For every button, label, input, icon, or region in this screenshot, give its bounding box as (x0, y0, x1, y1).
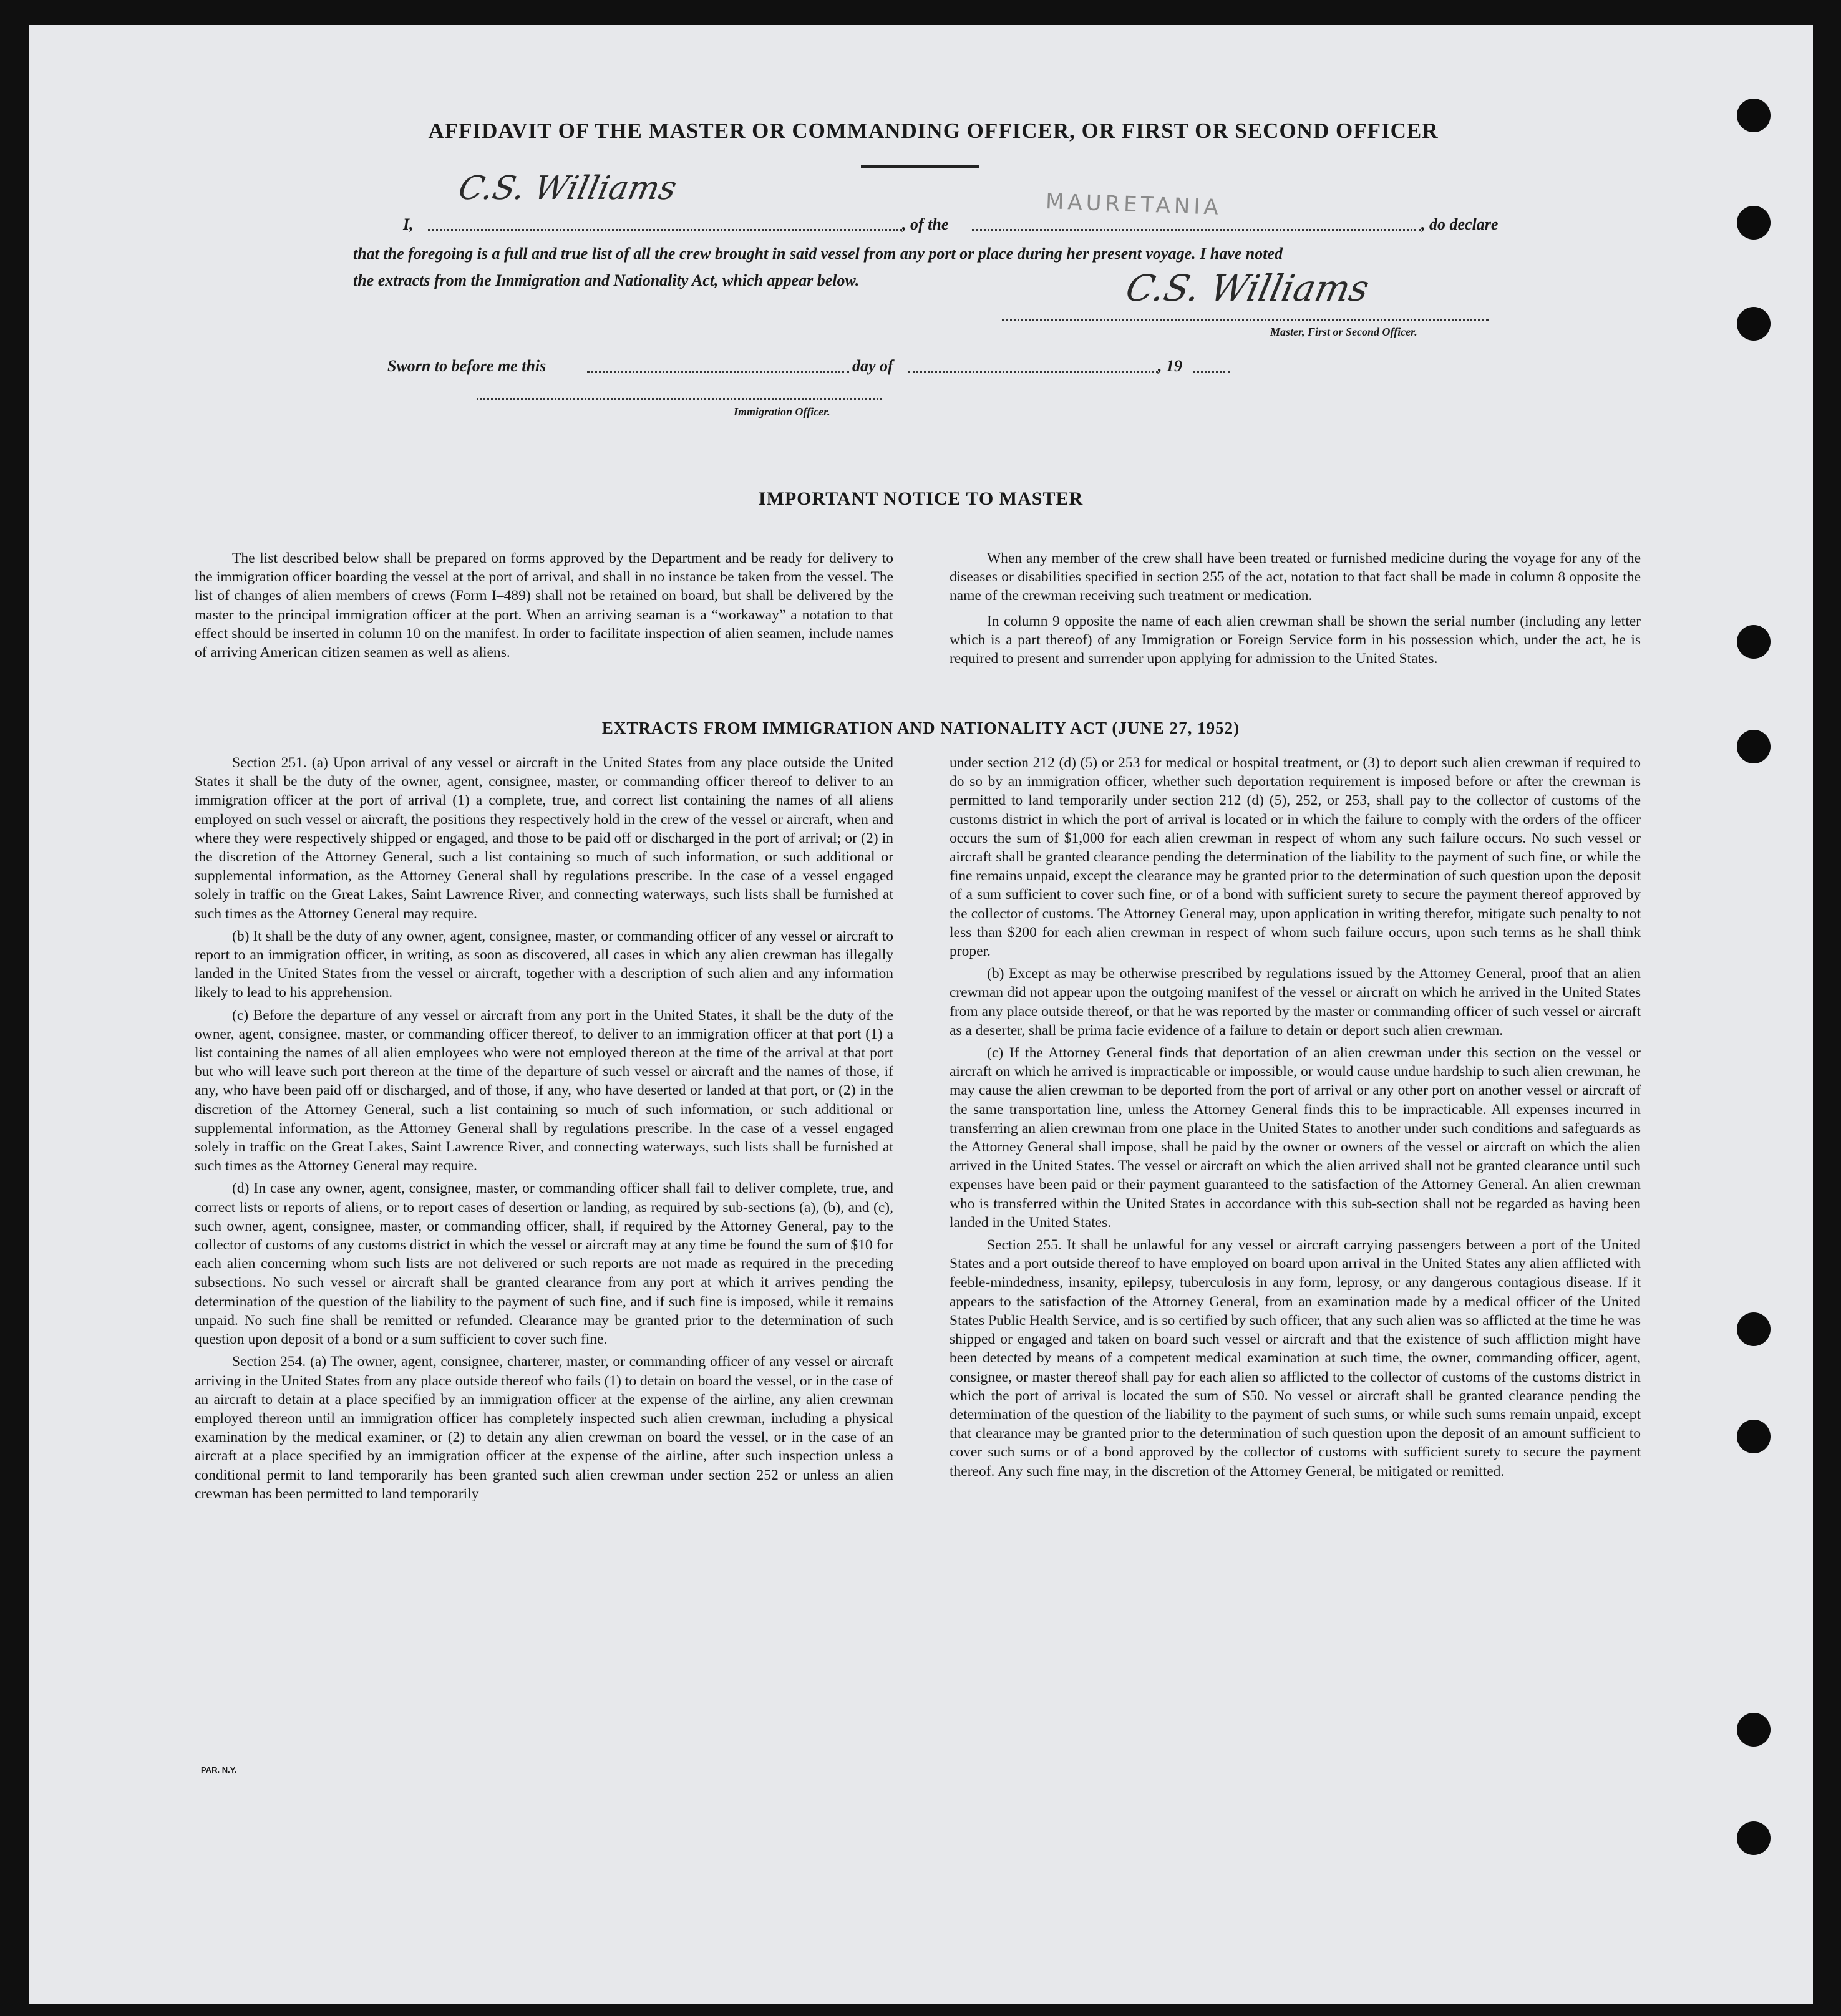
extracts-right-column (950, 754, 1641, 1485)
affidavit-title: AFFIDAVIT OF THE MASTER OR COMMANDING OFFICER, OR FIRST OR SECOND OFFICER (428, 119, 1439, 143)
vessel-line (972, 229, 1421, 231)
extracts-title: EXTRACTS FROM IMMIGRATION AND NATIONALITY ACT (JUNE 27, 1952) (601, 719, 1240, 737)
do-declare-label: , do declare (1421, 215, 1499, 233)
vessel-stamp: MAURETANIA (1045, 189, 1223, 220)
binder-hole (1737, 625, 1771, 659)
section-251-a: Section 251. (a) Upon arrival of any vessel or aircraft in the United States from any place outside the United States it shall be the duty of the owner, agent, consignee, master, or commanding officer thereof to deliver to an immigration officer at the port of arrival (1) a complete, true, and correct list containing the names of all aliens employed on such vessel or aircraft, the positions they respectively hold in the crew of the vessel or aircraft, when and where they were respectively shipped or engaged, and those to be paid off or discharged in the port of arrival; or (2) in the discretion of the Attorney General, such a list containing so much of such information, or such additional or supplemental information, as the Attorney General shall by regulations prescribe. In the case of a vessel engaged solely in traffic on the Great Lakes, Saint Lawrence River, and connecting waterways, such lists shall be furnished at such times as the Attorney General may require. (195, 755, 893, 922)
extracts-left-column (195, 754, 893, 1507)
notice-left-paragraph: The list described below shall be prepared on forms approved by the Department and be ready for delivery to the immigration officer boarding the vessel at the port of arrival, and shall in no instance be taken from the vessel. The list of changes of alien members of crews (Form I–489) shall not be retained on board, but shall be delivered by the master to the principal immigration officer at the port. When an arriving seaman is a “workaway” a notation to that effect should be inserted in column 10 on the manifest. In order to facilitate inspection of alien seamen, include names of arriving American citizen seamen as well as aliens. (195, 550, 893, 661)
sworn-label: Sworn to before me this (387, 357, 546, 375)
title-rule (861, 165, 979, 168)
section-254-c: (c) If the Attorney General finds that deportation of an alien crewman under this section on the vessel or aircraft on which he arrived is impracticable or impossible, or would cause undue hardship to such alien crewman, he may cause the alien crewman to be deported from the port of arrival or any other port on another vessel or aircraft of the same transportation line, unless the Attorney General finds this to be impracticable. All expenses incurred in transferring an alien crewman from one place in the United States to another under such conditions and safeguards as the Attorney General shall impose, shall be paid by the owner or owners of the vessel or aircraft on which the alien arrived in the United States. The vessel or aircraft on which the alien arrived shall not be granted clearance until such expenses have been paid or their payment guaranteed to the satisfaction of the Attorney General. An alien crewman who is transferred within the United States in accordance with this sub-section shall not be regarded as having been landed in the United States. (950, 1045, 1641, 1231)
notice-right-paragraph-2: In column 9 opposite the name of each alien crewman shall be shown the serial number (including any letter which is a part thereof) of any Immigration or Foreign Service form in his possession which, under the act, he is required to present and surrender upon applying for admission to the United States. (950, 613, 1641, 667)
section-251-d: (d) In case any owner, agent, consignee, master, or commanding officer shall fail to deliver complete, true, and correct lists or reports of aliens, or to report cases of desertion or landing, as required by sub-sections (a), (b), and (c), such owner, agent, consignee, master, or commanding officer, shall, if required by the Attorney General, pay to the collector of customs of any customs district in which the vessel or aircraft may at any time be found the sum of $10 for each alien concerning whom such lists are not delivered or such reports are not made as required in the preceding subsections. No such vessel or aircraft shall be granted clearance from any port at which it arrives pending the determination of the question of the liability to the payment of such fine, and if such fine is imposed, while it remains unpaid. No such fine shall be remitted or refunded. Clearance may be granted prior to the determination of such question upon deposit of a bond or a sum sufficient to cover such fine. (195, 1180, 893, 1348)
binder-hole (1737, 1420, 1771, 1453)
section-255: Section 255. It shall be unlawful for any vessel or aircraft carrying passengers between a port of the United States and a port outside thereof to have employed on board upon arrival in the United States any alien afflicted with feeble-mindedness, insanity, epilepsy, tuberculosis in any form, leprosy, or any dangerous contagious disease. If it appears to the satisfaction of the Attorney General, from an examination made by a medical officer of the United States Public Health Service, and is so certified by such officer, that any such alien was so afflicted at the time he was shipped or engaged and taken on board such vessel or aircraft and that the existence of such affliction might have been detected by means of a competent medical examination at such time, the owner, commanding officer, agent, consignee, or master thereof shall pay for each alien so afflicted to the collector of customs of the customs district in which the port of arrival is located the sum of $50. No vessel or aircraft shall be granted clearance pending the determination of the question of the liability to the payment of such sums, or while such sums remain unpaid, except that clearance may be granted prior to the determination of such question upon the deposit of an amount sufficient to cover such sums or of a bond approved by the collector of customs with sufficient surety to secure the payment thereof. Any such fine may, in the discretion of the Attorney General, be mitigated or remitted. (950, 1237, 1641, 1480)
binder-hole (1737, 1312, 1771, 1346)
name-signature: C.S. Williams (455, 170, 680, 207)
notice-right-column (950, 549, 1641, 672)
document-page (29, 25, 1813, 2004)
master-signature: C.S. Williams (1122, 267, 1373, 309)
section-251-b: (b) It shall be the duty of any owner, agent, consignee, master, or commanding officer of any vessel or aircraft to report to an immigration officer, in writing, as soon as discovered, all cases in which any alien crewman has illegally landed in the United States from the vessel or aircraft, together with a description of such alien and any information likely to lead to his apprehension. (195, 928, 893, 1001)
year-label: , 19 (1158, 357, 1182, 375)
binder-hole (1737, 99, 1771, 132)
binder-hole (1737, 206, 1771, 240)
immigration-officer-label: Immigration Officer. (734, 405, 830, 418)
binder-hole (1737, 730, 1771, 763)
i-label: I, (403, 215, 414, 233)
master-label: Master, First or Second Officer. (1270, 326, 1417, 338)
binder-hole (1737, 307, 1771, 341)
name-line (428, 229, 902, 231)
notice-left-column (195, 549, 893, 666)
of-the-label: , of the (902, 215, 949, 233)
sworn-month-line (908, 371, 1158, 373)
section-254-a: Section 254. (a) The owner, agent, consignee, charterer, master, or commanding officer of any vessel or aircraft arriving in the United States from any place outside thereof who fails (1) to detain on board the vessel, or in the case of an aircraft to detain at a place specified by an immigration officer at the expense of the airline, any alien crewman employed thereon until an immigration officer has completely inspected such alien crewman, including a physical examination by the medical examiner, or (2) to detain any alien crewman on board the vessel, or in the case of an aircraft at a place specified by an immigration officer at the expense of the airline, after such inspection unless a conditional permit to land temporarily has been granted such alien crewman under section 252 or unless an alien crewman has been permitted to land temporarily (195, 1354, 893, 1502)
statement-line-2: the extracts from the Immigration and Nationality Act, which appear below. (353, 271, 860, 289)
master-signature-line (1002, 319, 1489, 321)
section-254-b: (b) Except as may be otherwise prescribed by regulations issued by the Attorney General, proof that an alien crewman did not appear upon the outgoing manifest of the vessel or aircraft on which he arrived in the United States from any place outside thereof, or that he was reported by the master or commanding officer of such vessel or aircraft as a deserter, shall be prima facie evidence of a failure to detain or deport such alien crewman. (950, 966, 1641, 1039)
day-of-label: day of (852, 357, 893, 375)
printer-mark: PAR. N.Y. (201, 1765, 237, 1775)
binder-hole (1737, 1713, 1771, 1747)
binder-hole (1737, 1821, 1771, 1855)
notice-title: IMPORTANT NOTICE TO MASTER (758, 488, 1084, 509)
officer-signature-line (477, 398, 882, 400)
notice-right-paragraph-1: When any member of the crew shall have been treated or furnished medicine during the voyage for any of the diseases or disabilities specified in section 255 of the act, notation to that fact shall be made in column 8 opposite the name of the crewman receiving such treatment or medication. (950, 550, 1641, 604)
section-251-c: (c) Before the departure of any vessel or aircraft from any port in the United States, it shall be the duty of the owner, agent, consignee, master, or commanding officer thereof, to deliver to an immigration officer at that port (1) a list containing the names of all alien employees who were not employed thereon at the time of the arrival at that port but who will leave such port thereon at the time of the departure of such vessel or aircraft and the names of those, if any, who have been paid off or discharged, and of those, if any, who have deserted or landed at that port, or (2) in the discretion of the Attorney General, such a list containing so much of such information, or such additional or supplemental information, as the Attorney General shall by regulations prescribe. In the case of a vessel engaged solely in traffic on the Great Lakes, Saint Lawrence River, and connecting waterways, such lists shall be furnished at such times as the Attorney General may require. (195, 1007, 893, 1175)
year-line (1193, 371, 1230, 373)
section-254-a-continued: under section 212 (d) (5) or 253 for medical or hospital treatment, or (3) to deport such alien crewman if required to do so by an immigration officer, whether such deportation requirement is imposed before or after the crewman is permitted to land temporarily under section 212 (d) (5), 252, or 253, shall pay to the collector of customs of the customs district in which the port of arrival is located or in which the failure to comply with the orders of the officer occurs the sum of $1,000 for each alien crewman in respect of whom any such failure occurs. No such vessel or aircraft shall be granted clearance pending the determination of the liability to the payment of such fine, or while the fine remains unpaid, except the clearance may be granted prior to the determination of such question upon the deposit of a sum sufficient to cover such fine, or of a bond with sufficient surety to secure the payment thereof approved by the collector of customs. The Attorney General may, upon application in writing therefor, mitigate such penalty to not less than $200 for each alien crewman in respect of whom such failure occurs, upon such terms as he shall think proper. (950, 755, 1641, 960)
sworn-day-line (587, 371, 849, 373)
statement-line-1: that the foregoing is a full and true list of all the crew brought in said vessel from any port or place during her present voyage. I have noted (353, 245, 1283, 263)
